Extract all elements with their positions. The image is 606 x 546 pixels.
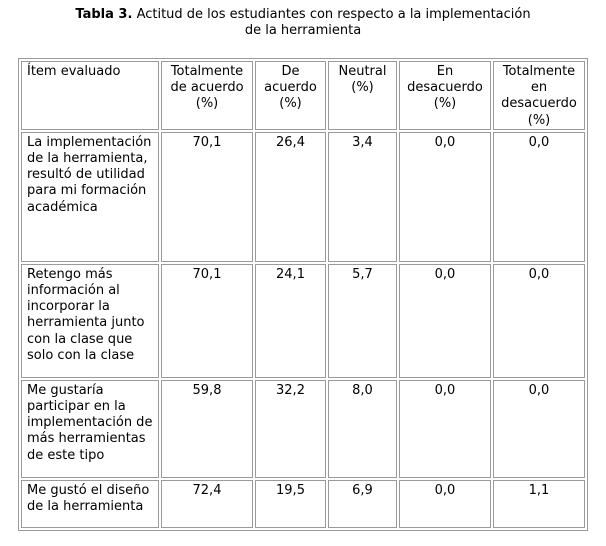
cell-value: 3,4 xyxy=(328,132,397,262)
cell-value: 0,0 xyxy=(399,380,491,478)
cell-value: 5,7 xyxy=(328,264,397,378)
table-row xyxy=(21,132,585,262)
cell-value: 0,0 xyxy=(493,264,585,378)
header-neutral: Neutral (%) xyxy=(328,61,397,130)
table-row xyxy=(21,380,585,478)
cell-value: 70,1 xyxy=(161,132,253,262)
table-header-row xyxy=(21,61,585,130)
table-row xyxy=(21,264,585,378)
header-item: Ítem evaluado xyxy=(21,61,159,130)
cell-value: 8,0 xyxy=(328,380,397,478)
cell-value: 1,1 xyxy=(493,480,585,528)
header-totally-disagree: Totalmente en desacuerdo (%) xyxy=(493,61,585,130)
cell-value: 19,5 xyxy=(255,480,326,528)
table-row xyxy=(21,480,585,528)
cell-value: 59,8 xyxy=(161,380,253,478)
cell-value: 6,9 xyxy=(328,480,397,528)
table-caption xyxy=(0,7,606,39)
row-item: Me gustaría participar en la implementación de más herramientas de este tipo xyxy=(21,380,159,478)
cell-value: 0,0 xyxy=(493,132,585,262)
header-agree: De acuerdo (%) xyxy=(255,61,326,130)
cell-value: 0,0 xyxy=(399,264,491,378)
cell-value: 72,4 xyxy=(161,480,253,528)
caption-title-line2: de la herramienta xyxy=(244,23,362,38)
attitude-table xyxy=(18,58,588,531)
caption-label: Tabla 3. xyxy=(75,7,133,22)
cell-value: 70,1 xyxy=(161,264,253,378)
cell-value: 0,0 xyxy=(493,380,585,478)
cell-value: 32,2 xyxy=(255,380,326,478)
cell-value: 0,0 xyxy=(399,132,491,262)
cell-value: 26,4 xyxy=(255,132,326,262)
row-item: Me gustó el diseño de la herramienta xyxy=(21,480,159,528)
header-disagree: En desacuerdo (%) xyxy=(399,61,491,130)
cell-value: 0,0 xyxy=(399,480,491,528)
cell-value: 24,1 xyxy=(255,264,326,378)
caption-title-line1: Actitud de los estudiantes con respecto a la implementación xyxy=(136,7,531,22)
row-item: La implementación de la herramienta, resultó de utilidad para mi formación académica xyxy=(21,132,159,262)
header-totally-agree: Totalmente de acuerdo (%) xyxy=(161,61,253,130)
row-item: Retengo más información al incorporar la herramienta junto con la clase que solo con la clase xyxy=(21,264,159,378)
